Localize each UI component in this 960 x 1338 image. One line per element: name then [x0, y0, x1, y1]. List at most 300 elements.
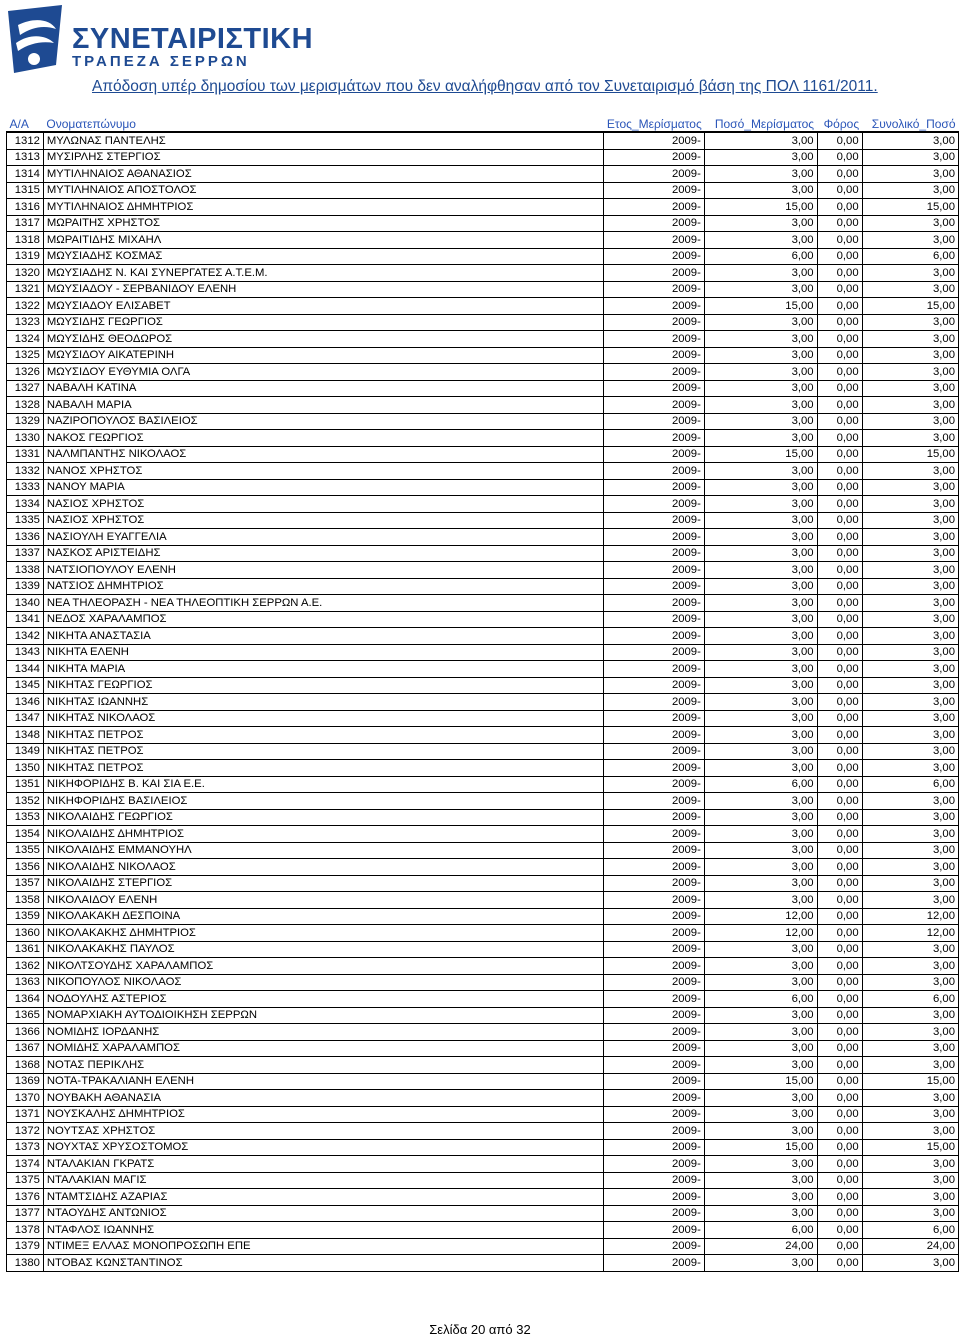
row-year: 2009- [604, 166, 704, 183]
row-amount: 3,00 [704, 364, 817, 381]
row-tax: 0,00 [817, 776, 862, 793]
row-year: 2009- [604, 463, 704, 480]
row-amount: 3,00 [704, 842, 817, 859]
table-row [7, 1156, 959, 1173]
row-year: 2009- [604, 132, 704, 149]
row-tax: 0,00 [817, 694, 862, 711]
table-row [7, 925, 959, 942]
row-tax: 0,00 [817, 430, 862, 447]
table-row [7, 628, 959, 645]
row-aa: 1337 [7, 545, 44, 562]
row-tax: 0,00 [817, 991, 862, 1008]
row-tax: 0,00 [817, 760, 862, 777]
table-row [7, 826, 959, 843]
row-total: 3,00 [862, 314, 958, 331]
row-amount: 15,00 [704, 298, 817, 315]
row-amount: 3,00 [704, 892, 817, 909]
table-row [7, 281, 959, 298]
row-name: ΜΩΡΑΙΤΗΣ ΧΡΗΣΤΟΣ [43, 215, 604, 232]
row-total: 3,00 [862, 611, 958, 628]
row-name: ΝΑΒΑΛΗ ΜΑΡΙΑ [43, 397, 604, 414]
row-tax: 0,00 [817, 1255, 862, 1272]
table-row [7, 578, 959, 595]
row-amount: 3,00 [704, 1255, 817, 1272]
row-name: ΝΤΟΒΑΣ ΚΩΝΣΤΑΝΤΙΝΟΣ [43, 1255, 604, 1272]
table-row [7, 529, 959, 546]
row-aa: 1365 [7, 1007, 44, 1024]
row-tax: 0,00 [817, 793, 862, 810]
row-total: 3,00 [862, 1007, 958, 1024]
row-aa: 1374 [7, 1156, 44, 1173]
row-name: ΜΥΛΩΝΑΣ ΠΑΝΤΕΛΗΣ [43, 132, 604, 149]
table-row [7, 809, 959, 826]
row-year: 2009- [604, 1238, 704, 1255]
row-total: 15,00 [862, 298, 958, 315]
row-year: 2009- [604, 809, 704, 826]
row-year: 2009- [604, 331, 704, 348]
row-total: 3,00 [862, 265, 958, 282]
row-total: 3,00 [862, 1040, 958, 1057]
row-amount: 3,00 [704, 314, 817, 331]
table-row [7, 710, 959, 727]
row-tax: 0,00 [817, 562, 862, 579]
row-tax: 0,00 [817, 166, 862, 183]
row-year: 2009- [604, 892, 704, 909]
row-name: ΝΙΚΟΛΤΣΟΥΔΗΣ ΧΑΡΑΛΑΜΠΟΣ [43, 958, 604, 975]
col-header-name: Ονοματεπώνυμο [43, 117, 604, 132]
row-amount: 3,00 [704, 644, 817, 661]
row-tax: 0,00 [817, 1073, 862, 1090]
row-total: 3,00 [862, 1057, 958, 1074]
row-total: 3,00 [862, 661, 958, 678]
row-total: 3,00 [862, 132, 958, 149]
row-total: 3,00 [862, 496, 958, 513]
row-year: 2009- [604, 710, 704, 727]
col-header-amount: Ποσό_Μερίσματος [704, 117, 817, 132]
row-amount: 3,00 [704, 132, 817, 149]
row-tax: 0,00 [817, 1040, 862, 1057]
row-amount: 3,00 [704, 413, 817, 430]
row-total: 12,00 [862, 908, 958, 925]
row-name: ΝΟΜΑΡΧΙΑΚΗ ΑΥΤΟΔΙΟΙΚΗΣΗ ΣΕΡΡΩΝ [43, 1007, 604, 1024]
row-aa: 1315 [7, 182, 44, 199]
row-total: 3,00 [862, 1123, 958, 1140]
row-year: 2009- [604, 529, 704, 546]
table-row [7, 232, 959, 249]
table-row [7, 397, 959, 414]
row-tax: 0,00 [817, 298, 862, 315]
table-row [7, 298, 959, 315]
row-year: 2009- [604, 1189, 704, 1206]
row-aa: 1321 [7, 281, 44, 298]
row-year: 2009- [604, 1255, 704, 1272]
row-tax: 0,00 [817, 463, 862, 480]
row-year: 2009- [604, 925, 704, 942]
row-name: ΝΟΤΑ-ΤΡΑΚΑΛΙΑΝΗ ΕΛΕΝΗ [43, 1073, 604, 1090]
row-year: 2009- [604, 430, 704, 447]
row-name: ΝΙΚΟΛΑΚΑΚΗ ΔΕΣΠΟΙΝΑ [43, 908, 604, 925]
row-total: 3,00 [862, 1255, 958, 1272]
row-year: 2009- [604, 875, 704, 892]
row-name: ΝΑΣΙΟΣ ΧΡΗΣΤΟΣ [43, 496, 604, 513]
row-amount: 3,00 [704, 1040, 817, 1057]
row-name: ΝΙΚΟΛΑΚΑΚΗΣ ΔΗΜΗΤΡΙΟΣ [43, 925, 604, 942]
row-name: ΜΥΣΙΡΛΗΣ ΣΤΕΡΓΙΟΣ [43, 149, 604, 166]
row-aa: 1331 [7, 446, 44, 463]
row-amount: 3,00 [704, 331, 817, 348]
row-amount: 12,00 [704, 908, 817, 925]
row-total: 15,00 [862, 1073, 958, 1090]
row-amount: 3,00 [704, 463, 817, 480]
row-amount: 3,00 [704, 496, 817, 513]
row-year: 2009- [604, 512, 704, 529]
row-name: ΝΑΛΜΠΑΝΤΗΣ ΝΙΚΟΛΑΟΣ [43, 446, 604, 463]
row-amount: 6,00 [704, 776, 817, 793]
table-row [7, 1073, 959, 1090]
row-name: ΝΑΣΚΟΣ ΑΡΙΣΤΕΙΔΗΣ [43, 545, 604, 562]
row-total: 3,00 [862, 562, 958, 579]
table-row [7, 364, 959, 381]
row-tax: 0,00 [817, 397, 862, 414]
table-row [7, 446, 959, 463]
row-tax: 0,00 [817, 826, 862, 843]
row-year: 2009- [604, 1090, 704, 1107]
row-year: 2009- [604, 314, 704, 331]
row-total: 6,00 [862, 991, 958, 1008]
row-year: 2009- [604, 1106, 704, 1123]
row-amount: 3,00 [704, 941, 817, 958]
row-aa: 1318 [7, 232, 44, 249]
row-amount: 3,00 [704, 595, 817, 612]
row-total: 3,00 [862, 1205, 958, 1222]
row-amount: 3,00 [704, 1090, 817, 1107]
row-total: 3,00 [862, 1090, 958, 1107]
row-tax: 0,00 [817, 1139, 862, 1156]
row-name: ΝΙΚΗΤΑ ΑΝΑΣΤΑΣΙΑ [43, 628, 604, 645]
row-aa: 1372 [7, 1123, 44, 1140]
row-name: ΝΟΥΒΑΚΗ ΑΘΑΝΑΣΙΑ [43, 1090, 604, 1107]
row-name: ΜΩΥΣΙΑΔΗΣ Ν. ΚΑΙ ΣΥΝΕΡΓΑΤΕΣ Α.Τ.Ε.Μ. [43, 265, 604, 282]
row-total: 6,00 [862, 248, 958, 265]
table-row [7, 347, 959, 364]
row-total: 3,00 [862, 743, 958, 760]
row-name: ΝΕΔΟΣ ΧΑΡΑΛΑΜΠΟΣ [43, 611, 604, 628]
row-total: 3,00 [862, 215, 958, 232]
row-total: 15,00 [862, 199, 958, 216]
row-aa: 1330 [7, 430, 44, 447]
row-total: 15,00 [862, 1139, 958, 1156]
row-aa: 1355 [7, 842, 44, 859]
row-aa: 1334 [7, 496, 44, 513]
row-tax: 0,00 [817, 1172, 862, 1189]
row-amount: 3,00 [704, 743, 817, 760]
row-year: 2009- [604, 1024, 704, 1041]
row-aa: 1359 [7, 908, 44, 925]
document-subtitle: Απόδοση υπέρ δημοσίου των μερισμάτων που δεν αναλήφθησαν από τον Συνεταιρισμό βάση της ΠΟΛ 1161/2011. [92, 78, 878, 95]
row-aa: 1373 [7, 1139, 44, 1156]
row-name: ΜΥΤΙΛΗΝΑΙΟΣ ΑΠΟΣΤΟΛΟΣ [43, 182, 604, 199]
row-tax: 0,00 [817, 1090, 862, 1107]
row-aa: 1322 [7, 298, 44, 315]
row-year: 2009- [604, 446, 704, 463]
row-amount: 3,00 [704, 232, 817, 249]
row-year: 2009- [604, 908, 704, 925]
row-year: 2009- [604, 1139, 704, 1156]
row-tax: 0,00 [817, 628, 862, 645]
row-name: ΝΙΚΟΛΑΙΔΗΣ ΝΙΚΟΛΑΟΣ [43, 859, 604, 876]
table-row [7, 463, 959, 480]
row-tax: 0,00 [817, 644, 862, 661]
row-total: 3,00 [862, 166, 958, 183]
row-total: 3,00 [862, 842, 958, 859]
row-tax: 0,00 [817, 958, 862, 975]
row-tax: 0,00 [817, 496, 862, 513]
table-row [7, 842, 959, 859]
row-amount: 3,00 [704, 727, 817, 744]
row-name: ΝΟΜΙΔΗΣ ΙΟΡΔΑΝΗΣ [43, 1024, 604, 1041]
row-aa: 1350 [7, 760, 44, 777]
row-total: 3,00 [862, 1172, 958, 1189]
row-year: 2009- [604, 793, 704, 810]
row-total: 3,00 [862, 892, 958, 909]
row-total: 6,00 [862, 1222, 958, 1239]
row-tax: 0,00 [817, 413, 862, 430]
row-year: 2009- [604, 215, 704, 232]
table-row [7, 974, 959, 991]
row-year: 2009- [604, 727, 704, 744]
row-year: 2009- [604, 776, 704, 793]
row-amount: 3,00 [704, 958, 817, 975]
row-aa: 1368 [7, 1057, 44, 1074]
row-total: 3,00 [862, 182, 958, 199]
row-amount: 3,00 [704, 1189, 817, 1206]
table-row [7, 941, 959, 958]
row-aa: 1363 [7, 974, 44, 991]
table-row [7, 892, 959, 909]
row-year: 2009- [604, 842, 704, 859]
row-year: 2009- [604, 1205, 704, 1222]
row-tax: 0,00 [817, 1156, 862, 1173]
row-aa: 1353 [7, 809, 44, 826]
row-aa: 1361 [7, 941, 44, 958]
row-name: ΝΟΥΧΤΑΣ ΧΡΥΣΟΣΤΟΜΟΣ [43, 1139, 604, 1156]
row-amount: 3,00 [704, 430, 817, 447]
row-year: 2009- [604, 611, 704, 628]
table-row [7, 661, 959, 678]
row-tax: 0,00 [817, 1205, 862, 1222]
row-amount: 15,00 [704, 1073, 817, 1090]
row-tax: 0,00 [817, 1238, 862, 1255]
row-name: ΝΑΣΙΟΣ ΧΡΗΣΤΟΣ [43, 512, 604, 529]
row-total: 3,00 [862, 380, 958, 397]
table-row [7, 562, 959, 579]
row-year: 2009- [604, 1057, 704, 1074]
row-name: ΝΑΤΣΙΟΣ ΔΗΜΗΤΡΙΟΣ [43, 578, 604, 595]
row-name: ΝΤΑΛΑΚΙΑΝ ΜΑΓΙΣ [43, 1172, 604, 1189]
row-aa: 1329 [7, 413, 44, 430]
row-amount: 3,00 [704, 1057, 817, 1074]
row-year: 2009- [604, 380, 704, 397]
row-name: ΝΙΚΟΛΑΙΔΗΣ ΣΤΕΡΓΙΟΣ [43, 875, 604, 892]
row-amount: 3,00 [704, 281, 817, 298]
row-aa: 1352 [7, 793, 44, 810]
row-year: 2009- [604, 1007, 704, 1024]
row-total: 3,00 [862, 281, 958, 298]
table-row [7, 1057, 959, 1074]
table-row [7, 1238, 959, 1255]
row-year: 2009- [604, 479, 704, 496]
table-row [7, 512, 959, 529]
row-aa: 1324 [7, 331, 44, 348]
row-amount: 3,00 [704, 694, 817, 711]
row-aa: 1369 [7, 1073, 44, 1090]
row-total: 3,00 [862, 397, 958, 414]
row-tax: 0,00 [817, 512, 862, 529]
col-header-tax: Φόρος [817, 117, 862, 132]
row-name: ΝΑΝΟΥ ΜΑΡΙΑ [43, 479, 604, 496]
row-tax: 0,00 [817, 941, 862, 958]
row-amount: 3,00 [704, 859, 817, 876]
row-amount: 3,00 [704, 826, 817, 843]
row-name: ΜΩΡΑΙΤΙΔΗΣ ΜΙΧΑΗΛ [43, 232, 604, 249]
row-aa: 1360 [7, 925, 44, 942]
row-aa: 1357 [7, 875, 44, 892]
row-aa: 1354 [7, 826, 44, 843]
row-tax: 0,00 [817, 859, 862, 876]
row-aa: 1333 [7, 479, 44, 496]
row-year: 2009- [604, 182, 704, 199]
table-row [7, 908, 959, 925]
row-name: ΜΩΥΣΙΔΟΥ ΑΙΚΑΤΕΡΙΝΗ [43, 347, 604, 364]
row-total: 3,00 [862, 512, 958, 529]
row-year: 2009- [604, 578, 704, 595]
row-tax: 0,00 [817, 331, 862, 348]
row-aa: 1348 [7, 727, 44, 744]
row-aa: 1364 [7, 991, 44, 1008]
row-year: 2009- [604, 677, 704, 694]
row-total: 3,00 [862, 347, 958, 364]
row-amount: 3,00 [704, 661, 817, 678]
row-name: ΝΤΑΜΤΣΙΔΗΣ ΑΖΑΡΙΑΣ [43, 1189, 604, 1206]
row-year: 2009- [604, 364, 704, 381]
row-amount: 3,00 [704, 1156, 817, 1173]
row-name: ΝΤΑΟΥΔΗΣ ΑΝΤΩΝΙΟΣ [43, 1205, 604, 1222]
row-tax: 0,00 [817, 215, 862, 232]
row-total: 6,00 [862, 776, 958, 793]
row-name: ΝΟΥΣΚΑΛΗΣ ΔΗΜΗΤΡΙΟΣ [43, 1106, 604, 1123]
row-tax: 0,00 [817, 925, 862, 942]
table-row [7, 1007, 959, 1024]
row-tax: 0,00 [817, 1007, 862, 1024]
row-amount: 3,00 [704, 545, 817, 562]
row-tax: 0,00 [817, 710, 862, 727]
row-aa: 1343 [7, 644, 44, 661]
row-name: ΝΟΥΤΣΑΣ ΧΡΗΣΤΟΣ [43, 1123, 604, 1140]
row-tax: 0,00 [817, 1057, 862, 1074]
row-name: ΝΙΚΗΤΑΣ ΓΕΩΡΓΙΟΣ [43, 677, 604, 694]
row-aa: 1346 [7, 694, 44, 711]
row-total: 3,00 [862, 859, 958, 876]
row-name: ΝΙΚΗΤΑΣ ΙΩΑΝΝΗΣ [43, 694, 604, 711]
row-amount: 3,00 [704, 710, 817, 727]
row-name: ΝΑΚΟΣ ΓΕΩΡΓΙΟΣ [43, 430, 604, 447]
row-name: ΝΟΔΟΥΛΗΣ ΑΣΤΕΡΙΟΣ [43, 991, 604, 1008]
row-name: ΜΩΥΣΙΔΗΣ ΓΕΩΡΓΙΟΣ [43, 314, 604, 331]
row-total: 15,00 [862, 446, 958, 463]
row-aa: 1377 [7, 1205, 44, 1222]
row-aa: 1347 [7, 710, 44, 727]
row-amount: 3,00 [704, 628, 817, 645]
row-aa: 1370 [7, 1090, 44, 1107]
table-row [7, 215, 959, 232]
row-year: 2009- [604, 661, 704, 678]
row-tax: 0,00 [817, 479, 862, 496]
row-year: 2009- [604, 248, 704, 265]
table-row [7, 1090, 959, 1107]
row-year: 2009- [604, 1040, 704, 1057]
row-tax: 0,00 [817, 248, 862, 265]
row-amount: 3,00 [704, 215, 817, 232]
table-row [7, 132, 959, 149]
row-year: 2009- [604, 232, 704, 249]
row-name: ΝΟΜΙΔΗΣ ΧΑΡΑΛΑΜΠΟΣ [43, 1040, 604, 1057]
row-year: 2009- [604, 397, 704, 414]
row-amount: 3,00 [704, 347, 817, 364]
row-amount: 3,00 [704, 974, 817, 991]
row-amount: 15,00 [704, 1139, 817, 1156]
row-tax: 0,00 [817, 1106, 862, 1123]
table-row [7, 875, 959, 892]
row-total: 3,00 [862, 793, 958, 810]
row-total: 3,00 [862, 331, 958, 348]
row-total: 3,00 [862, 364, 958, 381]
row-name: ΜΩΥΣΙΑΔΗΣ ΚΟΣΜΑΣ [43, 248, 604, 265]
row-amount: 15,00 [704, 446, 817, 463]
row-name: ΝΙΚΟΠΟΥΛΟΣ ΝΙΚΟΛΑΟΣ [43, 974, 604, 991]
row-amount: 24,00 [704, 1238, 817, 1255]
col-header-total: Συνολικό_Ποσό [862, 117, 958, 132]
row-name: ΜΩΥΣΙΔΟΥ ΕΥΘΥΜΙΑ ΟΛΓΑ [43, 364, 604, 381]
table-row [7, 479, 959, 496]
row-total: 3,00 [862, 628, 958, 645]
row-total: 3,00 [862, 677, 958, 694]
row-total: 3,00 [862, 149, 958, 166]
table-row [7, 1222, 959, 1239]
row-aa: 1338 [7, 562, 44, 579]
row-amount: 3,00 [704, 1024, 817, 1041]
row-tax: 0,00 [817, 908, 862, 925]
row-amount: 3,00 [704, 529, 817, 546]
row-name: ΝΙΚΗΤΑΣ ΝΙΚΟΛΑΟΣ [43, 710, 604, 727]
col-header-aa: Α/Α [7, 117, 44, 132]
table-row [7, 149, 959, 166]
row-tax: 0,00 [817, 232, 862, 249]
table-row [7, 1024, 959, 1041]
row-year: 2009- [604, 298, 704, 315]
row-aa: 1313 [7, 149, 44, 166]
row-aa: 1376 [7, 1189, 44, 1206]
row-tax: 0,00 [817, 1189, 862, 1206]
row-year: 2009- [604, 1073, 704, 1090]
row-tax: 0,00 [817, 364, 862, 381]
row-name: ΝΙΚΗΤΑΣ ΠΕΤΡΟΣ [43, 743, 604, 760]
row-amount: 3,00 [704, 265, 817, 282]
row-total: 3,00 [862, 809, 958, 826]
row-amount: 6,00 [704, 991, 817, 1008]
row-total: 3,00 [862, 826, 958, 843]
row-total: 3,00 [862, 595, 958, 612]
row-tax: 0,00 [817, 529, 862, 546]
